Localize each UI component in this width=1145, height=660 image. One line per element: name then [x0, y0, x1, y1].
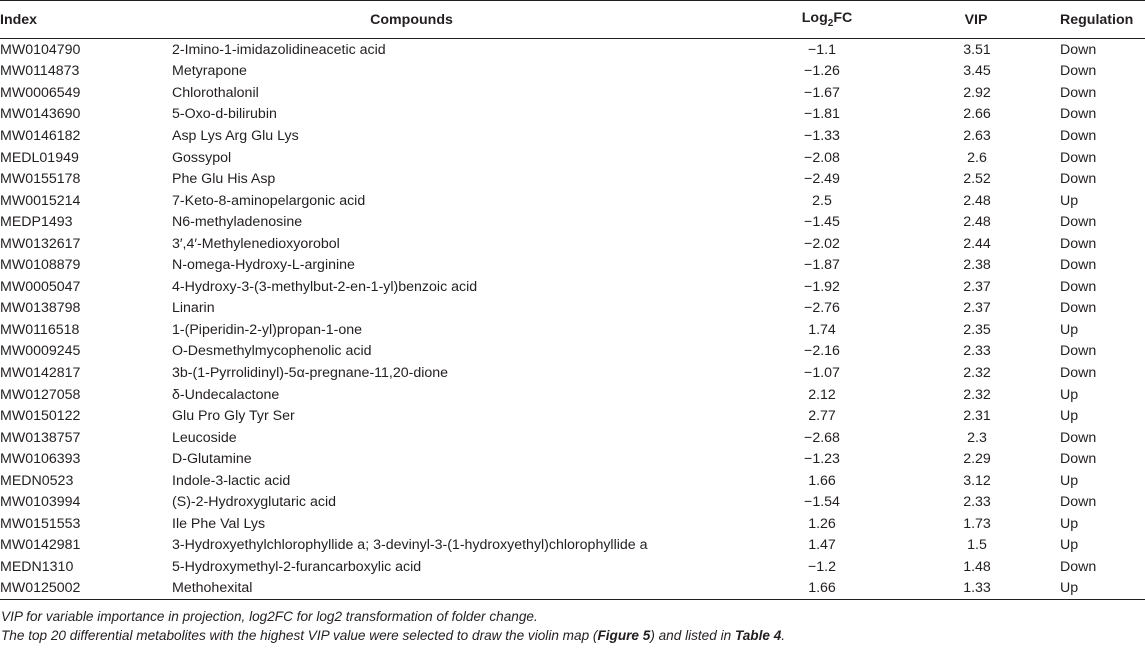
cell-index: MEDN1310: [0, 558, 74, 575]
cell-index: MW0132617: [0, 235, 81, 252]
cell-log2fc: −1.2: [807, 558, 836, 575]
cell-index: MW0142817: [0, 364, 81, 381]
cell-regulation: Up: [1060, 408, 1079, 425]
cell-vip: 2.44: [963, 235, 991, 252]
cell-index: MW0108879: [0, 257, 81, 274]
cell-compound: 5-Hydroxymethyl-2-furancarboxylic acid: [172, 558, 422, 575]
cell-compound: δ-Undecalactone: [172, 386, 280, 403]
cell-index: MW0009245: [0, 343, 81, 360]
cell-index: MEDP1493: [0, 214, 73, 231]
cell-compound: N6-methyladenosine: [172, 214, 303, 231]
table-row: [0, 362, 1145, 384]
cell-compound: Gossypol: [172, 149, 232, 166]
header-index: Index: [0, 1, 172, 39]
cell-index: MW0106393: [0, 451, 81, 468]
table-row: [0, 556, 1145, 578]
cell-index: MW0015214: [0, 192, 81, 209]
cell-compound: 2-Imino-1-imidazolidineacetic acid: [172, 41, 386, 58]
cell-log2fc: −1.81: [804, 106, 840, 123]
cell-log2fc: −1.23: [804, 451, 840, 468]
cell-vip: 2.33: [963, 494, 991, 511]
table-row: [0, 513, 1145, 535]
cell-index: MW0142981: [0, 537, 81, 554]
header-log2fc-sub: 2: [827, 17, 834, 29]
cell-regulation: Up: [1057, 578, 1145, 600]
figure-reference: Figure 5: [597, 628, 651, 644]
cell-log2fc: 1.26: [808, 515, 836, 532]
cell-compound: Phe Glu His Asp: [172, 171, 276, 188]
cell-compound: 3-Hydroxyethylchlorophyllide a; 3-devinyl-3-(1-hydroxyethyl)chlorophyllide a: [172, 537, 648, 554]
cell-index: MW0150122: [0, 408, 81, 425]
cell-log2fc: −1.45: [804, 214, 840, 231]
table-row: [0, 298, 1145, 320]
table-row: [0, 39, 1145, 61]
cell-compound: 3b-(1-Pyrrolidinyl)-5α-pregnane-11,20-dione: [172, 364, 449, 381]
cell-vip: 2.32: [963, 364, 991, 381]
table-row: [0, 319, 1145, 341]
table-row: [0, 211, 1145, 233]
cell-vip: 2.66: [963, 106, 991, 123]
header-log2fc-tail: FC: [833, 10, 853, 27]
cell-log2fc: 1.66: [808, 472, 836, 489]
cell-compound: 1-(Piperidin-2-yl)propan-1-one: [172, 321, 363, 338]
footnote-selection: [1, 626, 1145, 645]
cell-log2fc: 2.12: [808, 386, 836, 403]
cell-regulation: Down: [1060, 429, 1097, 446]
header-vip: VIP: [895, 1, 1057, 39]
cell-compound: Metyrapone: [172, 63, 247, 80]
cell-compound: O-Desmethylmycophenolic acid: [172, 343, 372, 360]
cell-compound: N-omega-Hydroxy-L-arginine: [172, 257, 355, 274]
table-row: [0, 104, 1145, 126]
cell-vip: 2.48: [963, 214, 991, 231]
cell-regulation: Down: [1060, 494, 1097, 511]
cell-regulation: Down: [1060, 235, 1097, 252]
cell-vip: 2.35: [963, 321, 991, 338]
cell-vip: 1.73: [963, 515, 991, 532]
cell-log2fc: −1.87: [804, 257, 840, 274]
cell-vip: 2.33: [963, 343, 991, 360]
cell-vip: 2.31: [963, 408, 991, 425]
cell-index: MW0155178: [0, 171, 81, 188]
footnote-text: ) and listed in: [650, 628, 735, 644]
cell-regulation: Down: [1060, 149, 1097, 166]
cell-index: MW0143690: [0, 106, 81, 123]
cell-index: MW0125002: [0, 578, 172, 600]
table-body: [0, 39, 1145, 600]
cell-regulation: Down: [1060, 127, 1097, 144]
cell-regulation: Down: [1060, 84, 1097, 101]
cell-index: MW0114873: [0, 63, 80, 80]
cell-regulation: Down: [1060, 278, 1097, 295]
cell-compound: Indole-3-lactic acid: [172, 472, 291, 489]
cell-regulation: Down: [1060, 558, 1097, 575]
cell-vip: 1.5: [967, 537, 987, 554]
cell-vip: 2.32: [963, 386, 991, 403]
cell-regulation: Up: [1060, 472, 1079, 489]
header-regulation: Regulation: [1057, 1, 1145, 39]
table-row: [0, 168, 1145, 190]
cell-compound: 7-Keto-8-aminopelargonic acid: [172, 192, 366, 209]
header-compounds: Compounds: [172, 1, 711, 39]
table-row: [0, 384, 1145, 406]
table-footnotes: [0, 607, 1145, 645]
cell-index: MW0127058: [0, 386, 81, 403]
table-row: [0, 276, 1145, 298]
cell-regulation: Down: [1060, 257, 1097, 274]
cell-log2fc: 2.77: [808, 408, 836, 425]
cell-log2fc: −1.1: [807, 41, 836, 58]
cell-index: MW0138798: [0, 300, 81, 317]
cell-vip: 1.48: [963, 558, 991, 575]
cell-vip: 2.37: [963, 278, 991, 295]
cell-regulation: Down: [1060, 300, 1097, 317]
cell-log2fc: −1.67: [804, 84, 840, 101]
cell-compound: (S)-2-Hydroxyglutaric acid: [172, 494, 336, 511]
cell-vip: 2.38: [963, 257, 991, 274]
cell-vip: 3.51: [963, 41, 991, 58]
cell-log2fc: −2.68: [804, 429, 840, 446]
footnote-text: The top 20 differential metabolites with the highest VIP value were selected to draw the violin map (: [1, 628, 598, 644]
cell-compound: Leucoside: [172, 429, 237, 446]
table-row: [0, 578, 1145, 600]
cell-compound: Linarin: [172, 300, 215, 317]
cell-regulation: Up: [1060, 386, 1079, 403]
cell-regulation: Down: [1060, 41, 1097, 58]
cell-regulation: Down: [1060, 343, 1097, 360]
cell-vip: 2.37: [963, 300, 991, 317]
cell-log2fc: −2.08: [804, 149, 840, 166]
cell-log2fc: −1.33: [804, 127, 840, 144]
table-row: [0, 254, 1145, 276]
cell-index: MW0151553: [0, 515, 81, 532]
cell-regulation: Up: [1060, 192, 1079, 209]
table-row: [0, 491, 1145, 513]
table-row: [0, 470, 1145, 492]
cell-index: MW0146182: [0, 127, 81, 144]
cell-compound: Ile Phe Val Lys: [172, 515, 266, 532]
cell-regulation: Up: [1060, 321, 1079, 338]
table-header: [0, 1, 1145, 39]
cell-log2fc: −1.54: [804, 494, 840, 511]
cell-vip: 2.52: [963, 171, 991, 188]
cell-compound: 4-Hydroxy-3-(3-methylbut-2-en-1-yl)benzoic acid: [172, 278, 478, 295]
cell-index: MEDN0523: [0, 472, 74, 489]
cell-vip: 2.63: [963, 127, 991, 144]
cell-vip: 2.3: [967, 429, 987, 446]
cell-log2fc: −2.16: [804, 343, 840, 360]
table-row: [0, 61, 1145, 83]
cell-vip: 1.33: [895, 578, 1057, 600]
header-log2fc-main: Log: [801, 10, 828, 27]
cell-regulation: Down: [1060, 63, 1097, 80]
cell-log2fc: 1.66: [711, 578, 895, 600]
table-row: [0, 233, 1145, 255]
cell-compound: D-Glutamine: [172, 451, 252, 468]
cell-compound: 3′,4′-Methylenedioxyorobol: [172, 235, 340, 252]
cell-regulation: Down: [1060, 451, 1097, 468]
cell-compound: Asp Lys Arg Glu Lys: [172, 127, 299, 144]
cell-vip: 3.45: [963, 63, 991, 80]
table-reference: Table 4: [734, 628, 782, 644]
cell-vip: 3.12: [963, 472, 991, 489]
cell-regulation: Down: [1060, 214, 1097, 231]
cell-index: MW0005047: [0, 278, 81, 295]
cell-vip: 2.48: [963, 192, 991, 209]
cell-log2fc: −1.07: [804, 364, 840, 381]
cell-log2fc: −1.26: [804, 63, 840, 80]
cell-compound: Chlorothalonil: [172, 84, 259, 101]
cell-compound: Methohexital: [172, 578, 711, 600]
cell-log2fc: −2.02: [804, 235, 840, 252]
table-row: [0, 341, 1145, 363]
table-row: [0, 427, 1145, 449]
cell-index: MEDL01949: [0, 149, 79, 166]
cell-regulation: Down: [1060, 364, 1097, 381]
cell-regulation: Up: [1060, 537, 1079, 554]
footnote-text: .: [781, 628, 786, 644]
cell-compound: 5-Oxo-d-bilirubin: [172, 106, 277, 123]
cell-regulation: Up: [1060, 515, 1079, 532]
table-row: [0, 405, 1145, 427]
cell-vip: 2.29: [963, 451, 991, 468]
cell-regulation: Down: [1060, 106, 1097, 123]
cell-index: MW0138757: [0, 429, 81, 446]
cell-index: MW0104790: [0, 41, 81, 58]
table-row: [0, 147, 1145, 169]
cell-log2fc: −1.92: [804, 278, 840, 295]
cell-index: MW0006549: [0, 84, 81, 101]
footnote-abbreviations: VIP for variable importance in projection, log2FC for log2 transformation of folder change.: [1, 609, 538, 625]
cell-compound: Glu Pro Gly Tyr Ser: [172, 408, 295, 425]
cell-log2fc: −2.49: [804, 171, 840, 188]
cell-log2fc: 1.74: [808, 321, 836, 338]
cell-index: MW0103994: [0, 494, 81, 511]
cell-vip: 2.92: [963, 84, 991, 101]
table-row: [0, 125, 1145, 147]
cell-regulation: Down: [1060, 171, 1097, 188]
table-row: [0, 535, 1145, 557]
cell-log2fc: 2.5: [812, 192, 832, 209]
table-row: [0, 190, 1145, 212]
cell-log2fc: 1.47: [808, 537, 836, 554]
table-row: [0, 448, 1145, 470]
table-row: [0, 82, 1145, 104]
cell-vip: 2.6: [967, 149, 987, 166]
header-log2fc: [711, 1, 895, 39]
cell-index: MW0116518: [0, 321, 80, 338]
cell-log2fc: −2.76: [804, 300, 840, 317]
